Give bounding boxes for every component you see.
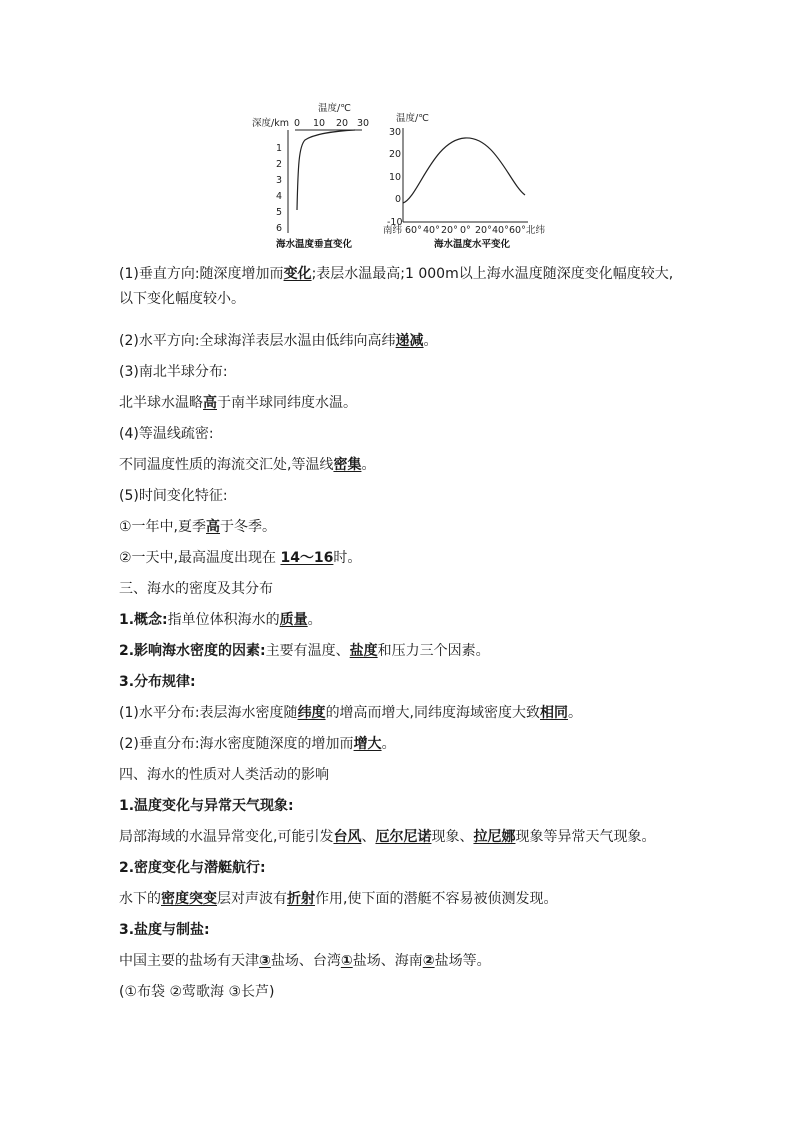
text: (1)水平分布:表层海水密度随: [119, 705, 298, 721]
paragraph-year: [119, 512, 679, 543]
chart2-ytick: 30: [389, 127, 402, 138]
label: 2.影响海水密度的因素:: [119, 643, 266, 659]
answer: 台风: [333, 829, 362, 845]
answer: 高: [206, 519, 221, 535]
paragraph-hemisphere-heading: (3)南北半球分布:: [119, 364, 228, 380]
paragraph-salt-key: (①布袋 ②莺歌海 ③长芦): [119, 984, 275, 1000]
text: 盐场等。: [434, 953, 491, 969]
answer: 密集: [333, 457, 362, 473]
text: 于南半球同纬度水温。: [217, 395, 357, 411]
vertical-temp-chart: [252, 102, 369, 250]
chart1-caption: 海水温度垂直变化: [276, 239, 353, 250]
paragraph-isotherm-heading: (4)等温线疏密:: [119, 426, 214, 442]
chart2-xtick: 20°: [441, 225, 458, 236]
chart2-xtick: 20°: [475, 225, 492, 236]
charts-area: [0, 0, 794, 270]
document-body: [119, 264, 679, 1008]
answer: 递减: [395, 333, 424, 349]
text: 现象、: [431, 829, 474, 845]
text: 盐场、海南: [352, 953, 423, 969]
text: 以下变化幅度较小。: [119, 291, 245, 307]
text: ;表层水温最高;1 000m以上海水温度随深度变化幅度较大,: [311, 266, 674, 282]
text: 不同温度性质的海流交汇处,等温线: [119, 457, 334, 473]
answer: 纬度: [297, 705, 326, 721]
chart1-xtick: 0: [294, 118, 301, 129]
chart2-xtick: 40°: [423, 225, 440, 236]
answer: 增大: [353, 736, 382, 752]
text: 主要有温度、: [265, 643, 350, 659]
text: (1)垂直方向:随深度增加而: [119, 266, 284, 282]
answer: 质量: [279, 612, 308, 628]
chart1-ytick: 3: [276, 175, 283, 186]
answer: 密度突变: [161, 891, 217, 907]
text: 作用,使下面的潜艇不容易被侦测发现。: [315, 891, 558, 907]
chart2-xtick: 60°: [509, 225, 526, 236]
text: 、: [361, 829, 376, 845]
paragraph-hemisphere: [119, 388, 679, 419]
text: (2)垂直分布:海水密度随深度的增加而: [119, 736, 354, 752]
answer: ①: [340, 953, 353, 969]
chart2-ytick: 10: [389, 172, 402, 183]
paragraph-isotherm: [119, 450, 679, 481]
chart2-xtick: 0°: [460, 225, 471, 236]
text: (2)水平方向:全球海洋表层水温由低纬向高纬: [119, 333, 396, 349]
chart1-ytick: 6: [276, 223, 283, 234]
text: 的增高而增大,同纬度海域密度大致: [325, 705, 541, 721]
paragraph-submarine-heading: 2.密度变化与潜艇航行:: [119, 860, 266, 876]
text: 。: [361, 457, 376, 473]
chart1-ytick: 5: [276, 207, 283, 218]
paragraph-day: [119, 543, 679, 574]
chart2-ytick: 20: [389, 149, 402, 160]
chart2-series-line: [403, 138, 525, 203]
chart1-series-line: [297, 130, 355, 210]
text: 中国主要的盐场有天津: [119, 953, 259, 969]
text: 。: [307, 612, 322, 628]
text: 局部海域的水温异常变化,可能引发: [119, 829, 334, 845]
paragraph-horizontal: [119, 326, 679, 357]
answer: 盐度: [349, 643, 378, 659]
chart2-xtick: 40°: [492, 225, 509, 236]
chart2-ytick: 0: [395, 194, 402, 205]
paragraph-submarine: [119, 884, 679, 915]
text: ①一年中,夏季: [119, 519, 207, 535]
answer: 变化: [283, 266, 312, 282]
chart2-x-right-label: 北纬: [526, 225, 546, 236]
paragraph-factors: [119, 636, 679, 667]
horizontal-temp-chart: [383, 112, 546, 250]
paragraph-concept: [119, 605, 679, 636]
chart2-xtick: 60°: [405, 225, 422, 236]
paragraph-density-vertical: [119, 729, 679, 760]
text: 现象等异常天气现象。: [515, 829, 656, 845]
paragraph-vertical: [119, 264, 679, 315]
text: 盐场、台湾: [270, 953, 341, 969]
chart2-ytick: -10: [387, 217, 403, 228]
chart1-xtick: 20: [336, 118, 349, 129]
chart2-y-title: 温度/℃: [396, 113, 429, 124]
answer: 相同: [540, 705, 569, 721]
chart1-ytick: 4: [276, 191, 283, 202]
chart1-x-title: 温度/℃: [318, 103, 351, 114]
answer: 拉尼娜: [473, 829, 516, 845]
text: 。: [423, 333, 438, 349]
label: 1.概念:: [119, 612, 168, 628]
text: 北半球水温略: [119, 395, 203, 411]
chart1-ytick: 1: [276, 143, 283, 154]
answer: 折射: [287, 891, 315, 907]
answer: ③: [259, 953, 271, 969]
chart2-caption: 海水温度水平变化: [434, 239, 511, 250]
paragraph-density-horizontal: [119, 698, 679, 729]
answer: 厄尔尼诺: [375, 829, 432, 845]
text: 于冬季。: [220, 519, 277, 535]
section-heading-4: 四、海水的性质对人类活动的影响: [119, 767, 329, 783]
answer: 14～16: [280, 550, 334, 566]
text: 时。: [333, 550, 362, 566]
paragraph-weather: [119, 822, 679, 853]
text: 层对声波有: [217, 891, 287, 907]
text: 和压力三个因素。: [377, 643, 490, 659]
answer: 高: [203, 395, 217, 411]
text: 。: [381, 736, 396, 752]
text: 水下的: [119, 891, 161, 907]
chart1-xtick: 10: [313, 118, 326, 129]
chart2-x-left-label: 南纬: [383, 225, 403, 236]
chart1-xtick: 30: [357, 118, 370, 129]
paragraph-salt: [119, 946, 679, 977]
paragraph-weather-heading: 1.温度变化与异常天气现象:: [119, 798, 294, 814]
paragraph-distribution-heading: 3.分布规律:: [119, 674, 196, 690]
chart1-ytick: 2: [276, 159, 283, 170]
paragraph-salt-heading: 3.盐度与制盐:: [119, 922, 210, 938]
text: 指单位体积海水的: [167, 612, 280, 628]
paragraph-time-heading: (5)时间变化特征:: [119, 488, 228, 504]
text: ②一天中,最高温度出现在: [119, 550, 281, 566]
section-heading-3: 三、海水的密度及其分布: [119, 581, 273, 597]
answer: ②: [422, 953, 435, 969]
chart1-y-title: 深度/km: [252, 118, 289, 129]
text: 。: [568, 705, 583, 721]
